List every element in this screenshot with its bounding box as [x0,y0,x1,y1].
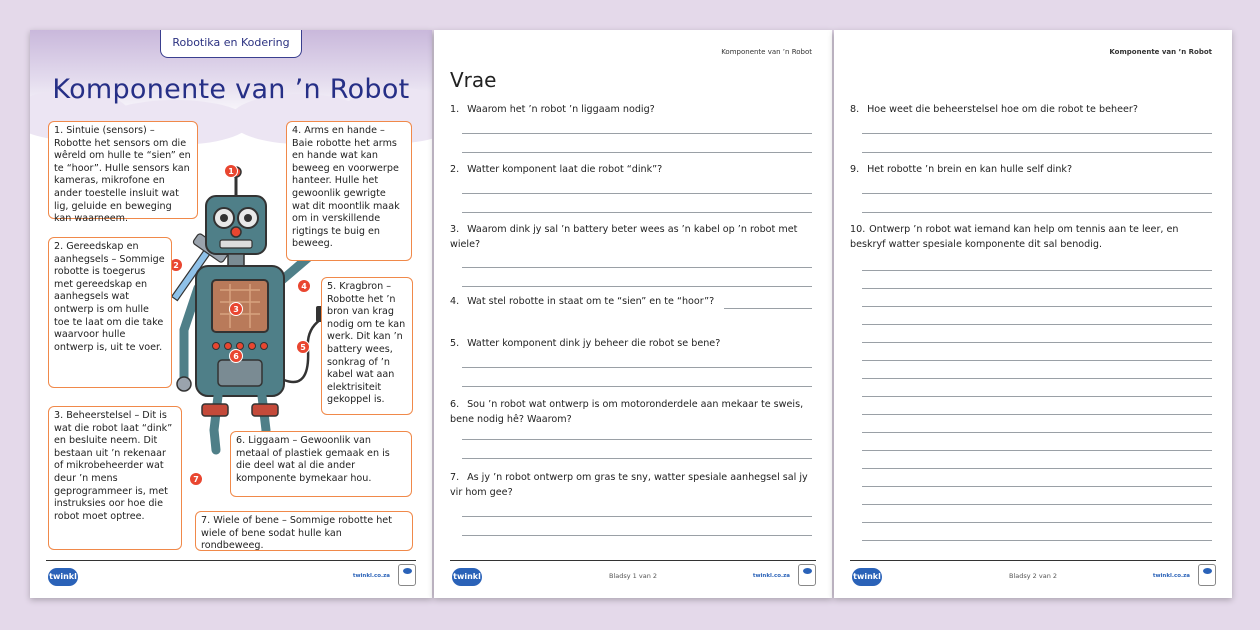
answer-line[interactable] [862,133,1212,134]
answer-line[interactable] [862,540,1212,541]
answer-line[interactable] [462,516,812,517]
answer-line[interactable] [462,152,812,153]
footer-url: twinkl.co.za [752,573,790,579]
answer-line[interactable] [862,212,1212,213]
question-number: 1. [450,104,460,115]
question-text: Waarom het ’n robot ’n liggaam nodig? [467,104,655,115]
label-badge-1: 1 [224,164,238,178]
answer-line[interactable] [862,522,1212,523]
question-number: 4. [450,296,460,307]
answer-line[interactable] [862,396,1212,397]
answer-line[interactable] [724,308,812,309]
question-5 [450,336,812,351]
label-badge-6: 6 [229,349,243,363]
question-text: Watter komponent laat die robot “dink”? [467,164,663,175]
running-head: Komponente van ’n Robot [721,48,812,56]
answer-line[interactable] [862,342,1212,343]
question-1 [450,102,812,117]
question-text: Hoe weet die beheerstelsel hoe om die robot te beheer? [867,104,1138,115]
twinkl-logo: twinkl [48,568,78,586]
answer-line[interactable] [862,378,1212,379]
answer-line[interactable] [862,193,1212,194]
info-box-wheels: 7. Wiele of bene – Sommige robotte het wiele of bene sodat hulle kan rondbeweeg. [195,511,413,551]
answer-line[interactable] [462,286,812,287]
question-number: 5. [450,338,460,349]
question-text: As jy ’n robot ontwerp om gras te sny, watter spesiale aanhegsel sal jy vir hom gee? [450,472,808,498]
question-text: Het robotte ’n brein en kan hulle self dink? [867,164,1073,175]
answer-line[interactable] [862,152,1212,153]
label-badge-4: 4 [297,279,311,293]
answer-line[interactable] [462,386,812,387]
info-box-arms: 4. Arms en hande – Baie robotte het arms en hande wat kan beweeg en voorwerpe hanteer. Hulle het gewoonlik gewrigte wat dit moontlik maak om in verskillende rigtings te buig en beweeg. [286,121,412,261]
worksheet-page-3 [834,30,1232,598]
question-number: 2. [450,164,460,175]
info-box-power: 5. Kragbron – Robotte het ’n bron van krag nodig om te kan werk. Dit kan ’n battery wees, sonkrag of ’n kabel wat aan elektrisiteit gekoppel is. [321,277,413,415]
info-box-tools: 2. Gereedskap en aanhegsels – Sommige robotte is toegerus met gereedskap en aanhegsels wat ontwerp is om hulle toe te laat om die take waarvoor hulle ontwerp is, uit te voer. [48,237,172,388]
answer-line[interactable] [862,288,1212,289]
answer-line[interactable] [862,306,1212,307]
question-number: 10. [850,224,866,235]
answer-line[interactable] [462,133,812,134]
running-head: Komponente van ’n Robot [1109,48,1212,56]
worksheet-page-1 [30,30,432,598]
question-number: 9. [850,164,860,175]
quality-stamp-icon [1198,564,1216,586]
question-6 [450,397,812,427]
label-badge-7: 7 [189,472,203,486]
answer-line[interactable] [462,458,812,459]
question-text: Sou ’n robot wat ontwerp is om motoronderdele aan mekaar te sweis, bene nodig hê? Waarom? [450,399,804,425]
questions-heading: Vrae [450,68,497,92]
page-footer [450,560,816,598]
question-text: Ontwerp ’n robot wat iemand kan help om tennis aan te leer, en beskryf watter spesiale komponente dit sal benodig. [850,224,1179,250]
question-3 [450,222,812,252]
question-number: 8. [850,104,860,115]
label-badge-5: 5 [296,340,310,354]
question-number: 3. [450,224,460,235]
answer-line[interactable] [462,367,812,368]
question-text: Wat stel robotte in staat om te “sien” en te “hoor”? [467,296,715,307]
page-footer [46,560,416,598]
twinkl-logo: twinkl [452,568,482,586]
info-box-body: 6. Liggaam – Gewoonlik van metaal of plastiek gemaak en is die deel wat al die ander komponente bymekaar hou. [230,431,412,497]
answer-line[interactable] [862,468,1212,469]
label-badge-2: 2 [169,258,183,272]
quality-stamp-icon [398,564,416,586]
page-title: Komponente van ’n Robot [52,74,410,105]
question-2 [450,162,812,177]
question-number: 6. [450,399,460,410]
question-7 [450,470,812,500]
answer-line[interactable] [462,267,812,268]
answer-line[interactable] [862,432,1212,433]
question-4 [450,294,812,309]
answer-line[interactable] [462,212,812,213]
question-text: Waarom dink jy sal ’n battery beter wees as ’n kabel op ’n robot met wiele? [450,224,798,250]
twinkl-logo: twinkl [852,568,882,586]
page-footer [850,560,1216,598]
answer-line[interactable] [462,439,812,440]
answer-line[interactable] [862,486,1212,487]
question-text: Watter komponent dink jy beheer die robot se bene? [467,338,721,349]
answer-line[interactable] [862,270,1212,271]
label-badge-3: 3 [229,302,243,316]
answer-line[interactable] [462,535,812,536]
worksheet-page-2 [434,30,832,598]
answer-line[interactable] [862,324,1212,325]
question-8 [850,102,1212,117]
question-9 [850,162,1212,177]
subject-tab: Robotika en Kodering [160,30,302,58]
footer-url: twinkl.co.za [1152,573,1190,579]
info-box-control-system: 3. Beheerstelsel – Dit is wat die robot laat “dink” en besluite neem. Dit bestaan uit ’n rekenaar of mikrobeheerder wat deur ’n mens geprogrammeer is, met instruksies oor hoe die robot moet optree. [48,406,182,550]
page-number: Bladsy 1 van 2 [608,572,658,580]
answer-line[interactable] [862,360,1212,361]
question-10 [850,222,1212,252]
info-box-sensors: 1. Sintuie (sensors) – Robotte het sensors om die wêreld om hulle te “sien” en te “hoor”. Hulle sensors kan kameras, mikrofone en ander toestelle insluit wat lig, geluide en beweging kan waarneem. [48,121,198,219]
page-number: Bladsy 2 van 2 [1008,572,1058,580]
quality-stamp-icon [798,564,816,586]
answer-line[interactable] [862,450,1212,451]
answer-line[interactable] [462,193,812,194]
question-number: 7. [450,472,460,483]
answer-line[interactable] [862,504,1212,505]
footer-url: twinkl.co.za [352,573,390,579]
answer-line[interactable] [862,414,1212,415]
